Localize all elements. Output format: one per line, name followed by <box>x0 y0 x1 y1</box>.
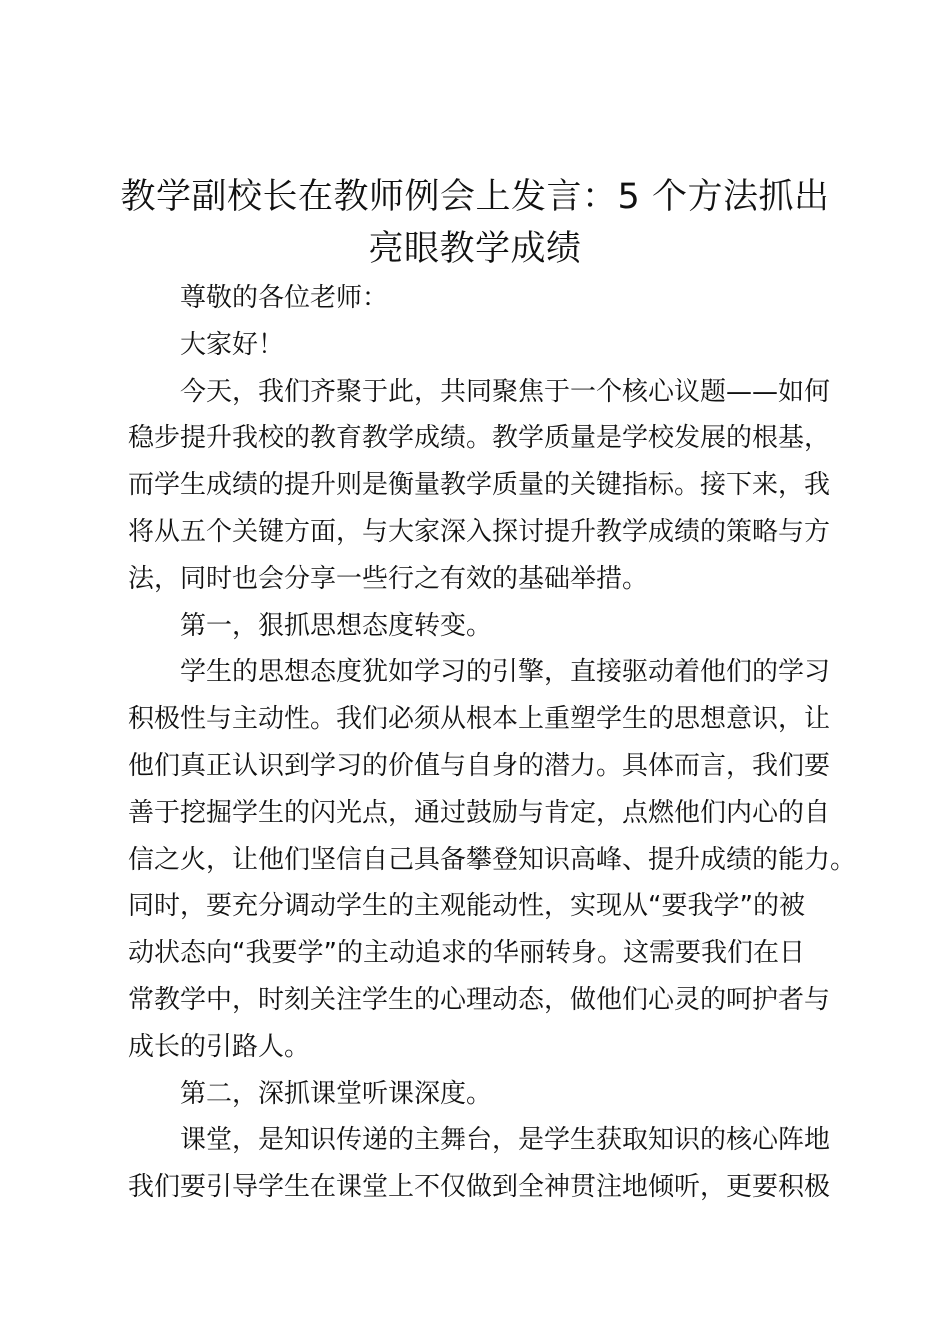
paragraph-line: 将从五个关键方面，与大家深入探讨提升教学成绩的策略与方 <box>128 516 831 547</box>
paragraph-line: 学生的思想态度犹如学习的引擎，直接驱动着他们的学习 <box>180 657 831 688</box>
document-body <box>128 275 857 1211</box>
section-heading-2: 第二，深抓课堂听课深度。 <box>180 1078 493 1109</box>
document-title-line-2: 亮眼教学成绩 <box>368 229 582 269</box>
paragraph-line: 他们真正认识到学习的价值与自身的潜力。具体而言，我们要 <box>128 750 831 781</box>
paragraph-line: 我们要引导学生在课堂上不仅做到全神贯注地倾听，更要积极 <box>128 1172 831 1203</box>
paragraph-line: 法，同时也会分享一些行之有效的基础举措。 <box>128 563 649 594</box>
paragraph-line: 同时，要充分调动学生的主观能动性，实现从“要我学”的被 <box>128 891 805 922</box>
paragraph-line: 动状态向“我要学”的主动追求的华丽转身。这需要我们在日 <box>128 938 805 969</box>
paragraph-line: 常教学中，时刻关注学生的心理动态，做他们心灵的呵护者与 <box>128 984 831 1015</box>
section-heading-1: 第一，狠抓思想态度转变。 <box>180 610 493 641</box>
salutation: 尊敬的各位老师： <box>180 283 389 313</box>
document-title-line-1: 教学副校长在教师例会上发言：5 个方法抓出 <box>120 177 830 217</box>
greeting: 大家好！ <box>180 329 285 360</box>
paragraph-line: 积极性与主动性。我们必须从根本上重塑学生的思想意识，让 <box>128 704 831 735</box>
paragraph-line: 稳步提升我校的教育教学成绩。教学质量是学校发展的根基， <box>128 423 831 454</box>
paragraph-line: 成长的引路人。 <box>128 1031 311 1062</box>
paragraph-line: 今天，我们齐聚于此，共同聚焦于一个核心议题——如何 <box>180 376 831 407</box>
paragraph-line: 善于挖掘学生的闪光点，通过鼓励与肯定，点燃他们内心的自 <box>128 797 831 828</box>
paragraph-line: 信之火，让他们坚信自己具备攀登知识高峰、提升成绩的能力。 <box>128 844 857 875</box>
paragraph-line: 而学生成绩的提升则是衡量教学质量的关键指标。接下来，我 <box>128 470 831 501</box>
paragraph-line: 课堂，是知识传递的主舞台，是学生获取知识的核心阵地 <box>180 1125 831 1156</box>
